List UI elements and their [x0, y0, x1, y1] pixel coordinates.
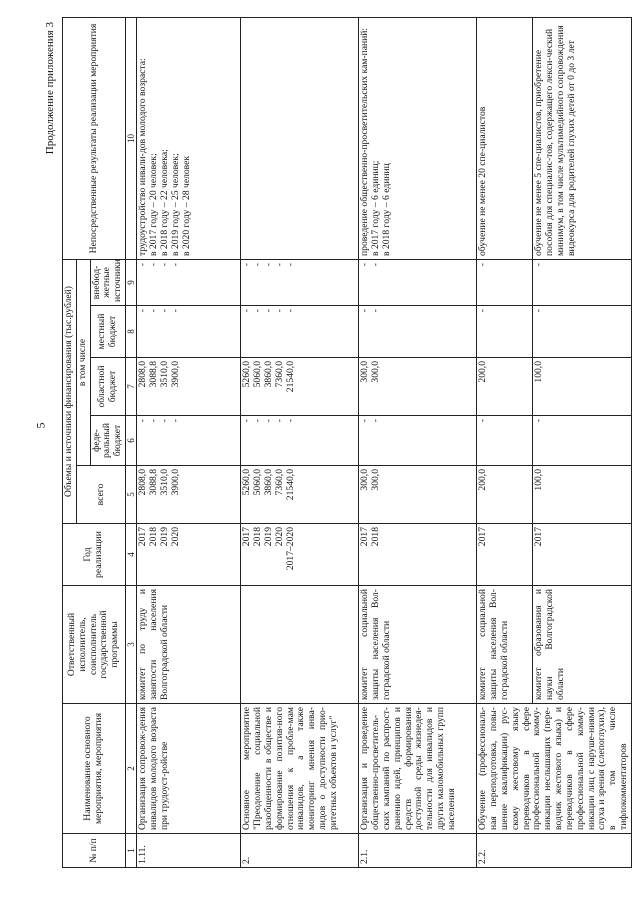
row-results: проведение общественно-просветительских кам-паний: в 2017 году – 6 единиц; в 2018 году – 6 единиц: [359, 17, 477, 259]
header-incl: в том числе: [76, 259, 90, 465]
row-years: 2017 2018: [359, 524, 477, 586]
row-local: -: [477, 306, 533, 358]
row-nonbudget: -: [477, 259, 533, 305]
row-executor: комитет социальной защиты населения Вол-гоградской области: [477, 586, 533, 704]
col-index: 9: [126, 259, 137, 305]
header-num: № п/п: [63, 834, 126, 868]
col-index: 6: [126, 416, 137, 466]
row-name: Организация и проведение общественно-просветитель-ских кампаний по распрост-ранению идей, принципов и средств формирования доступной среды жизнедея-тельности для инвалидов и других маломобильных групп населения: [359, 704, 477, 834]
table-row: [241, 17, 359, 867]
row-local: - - - - -: [241, 306, 359, 358]
row-nonbudget: - -: [359, 259, 477, 305]
row-years: 2017 2018 2019 2020: [137, 524, 241, 586]
row-executor: комитет образования и науки Волгоградской области: [533, 586, 632, 704]
row-num: 2.1.: [359, 834, 477, 868]
row-years: 2017: [533, 524, 632, 586]
row-regional: 200,0: [477, 358, 533, 416]
row-federal: - - - - -: [241, 416, 359, 466]
financing-table: [62, 17, 632, 868]
row-local: - -: [359, 306, 477, 358]
col-index: 7: [126, 358, 137, 416]
row-name: Основное мероприятие "Преодоление социальной разобщенности в обществе и формирование позитив-ного отношения к пробле-мам инвалидов, а также мониторинг мнения инва-лидов о доступности прио-ритетных объектов и услуг": [241, 704, 359, 834]
rotated-table-area: [44, 18, 630, 868]
row-total: 5260,0 5060,0 3860,0 7360,0 21540,0: [241, 466, 359, 524]
header-name: Наименование основного мероприятия, мероприятия: [63, 704, 126, 834]
row-years: 2017 2018 2019 2020 2017–2020: [241, 524, 359, 586]
row-num: 1.11.: [137, 834, 241, 868]
row-name: Организация сопровож-дения инвалидов молодого возраста при трудоуст-ройстве: [137, 704, 241, 834]
row-federal: -: [533, 416, 632, 466]
row-federal: - -: [359, 416, 477, 466]
row-results: [241, 17, 359, 259]
row-num: 2.2.: [477, 834, 632, 868]
row-executor: комитет социальной защиты населения Вол-гоградской области: [359, 586, 477, 704]
page-number: 5: [33, 422, 48, 429]
row-federal: - - - -: [137, 416, 241, 466]
col-index: 5: [126, 466, 137, 524]
col-index: 3: [126, 586, 137, 704]
row-num: 2.: [241, 834, 359, 868]
row-results: обучение не менее 20 спе-циалистов: [477, 17, 533, 259]
row-executor: [241, 586, 359, 704]
table-row: [359, 17, 477, 867]
header-finance: Объемы и источники финансирования (тыс.рублей): [63, 259, 77, 523]
header-results: Непосредственные результаты реализации мероприятия: [63, 17, 126, 259]
row-nonbudget: -: [533, 259, 632, 305]
col-index: 10: [126, 17, 137, 259]
row-total: 300,0 300,0: [359, 466, 477, 524]
row-nonbudget: - - - -: [137, 259, 241, 305]
row-results: трудоустройство инвали-дов молодого возраста: в 2017 году – 20 человек; в 2018 году – 22 человека; в 2019 году – 25 человек; в 2020 году – 28 человек: [137, 17, 241, 259]
row-regional: 5260,0 5060,0 3860,0 7360,0 21540,0: [241, 358, 359, 416]
col-index: 1: [126, 834, 137, 868]
col-index: 8: [126, 306, 137, 358]
table-row: [477, 17, 533, 867]
header-year: Год реализации: [63, 524, 126, 586]
col-index: 4: [126, 524, 137, 586]
continuation-title: Продолжение приложения 3: [44, 22, 56, 155]
header-executor: Ответственный исполнитель, соисполнитель государственной программы: [63, 586, 126, 704]
row-results: обучение не менее 5 спе-циалистов, приобретение пособия для специалис-тов, содержащего лекси-ческий минимум, в том числе мультимедийного сопровождения видеокурса для родителей глухих детей от 0 до 3 лет: [533, 17, 632, 259]
row-regional: 100,0: [533, 358, 632, 416]
table-row: [137, 17, 241, 867]
header-federal: феде-ральный бюджет: [90, 416, 125, 466]
row-local: -: [533, 306, 632, 358]
row-years: 2017: [477, 524, 533, 586]
col-index: 2: [126, 704, 137, 834]
header-nonbudget: внебюд-жетные источники: [90, 259, 125, 305]
row-local: - - - -: [137, 306, 241, 358]
row-federal: -: [477, 416, 533, 466]
header-regional: областной бюджет: [90, 358, 125, 416]
row-regional: 300,0 300,0: [359, 358, 477, 416]
header-local: местный бюджет: [90, 306, 125, 358]
row-executor: комитет по труду и занятости населения Волгоградской области: [137, 586, 241, 704]
row-total: 2808,0 3088,8 3510,0 3900,0: [137, 466, 241, 524]
row-total: 200,0: [477, 466, 533, 524]
row-regional: 2808,0 3088,8 3510,0 3900,0: [137, 358, 241, 416]
row-total: 100,0: [533, 466, 632, 524]
row-nonbudget: - - - - -: [241, 259, 359, 305]
row-name: Обучение (профессиональ-ная переподготовка, повы-шение квалификации) рус-скому жестовому языку переводчиков в сфере профессиональной комму-никации неслышащих (пере-водчик жестового языка) и переводчиков в сфере профессиональной комму-никации лиц с наруше-ниями слуха и зрения (слепоглухих), в том числе тифлокомментаторов: [477, 704, 632, 834]
header-total: всего: [76, 466, 125, 524]
